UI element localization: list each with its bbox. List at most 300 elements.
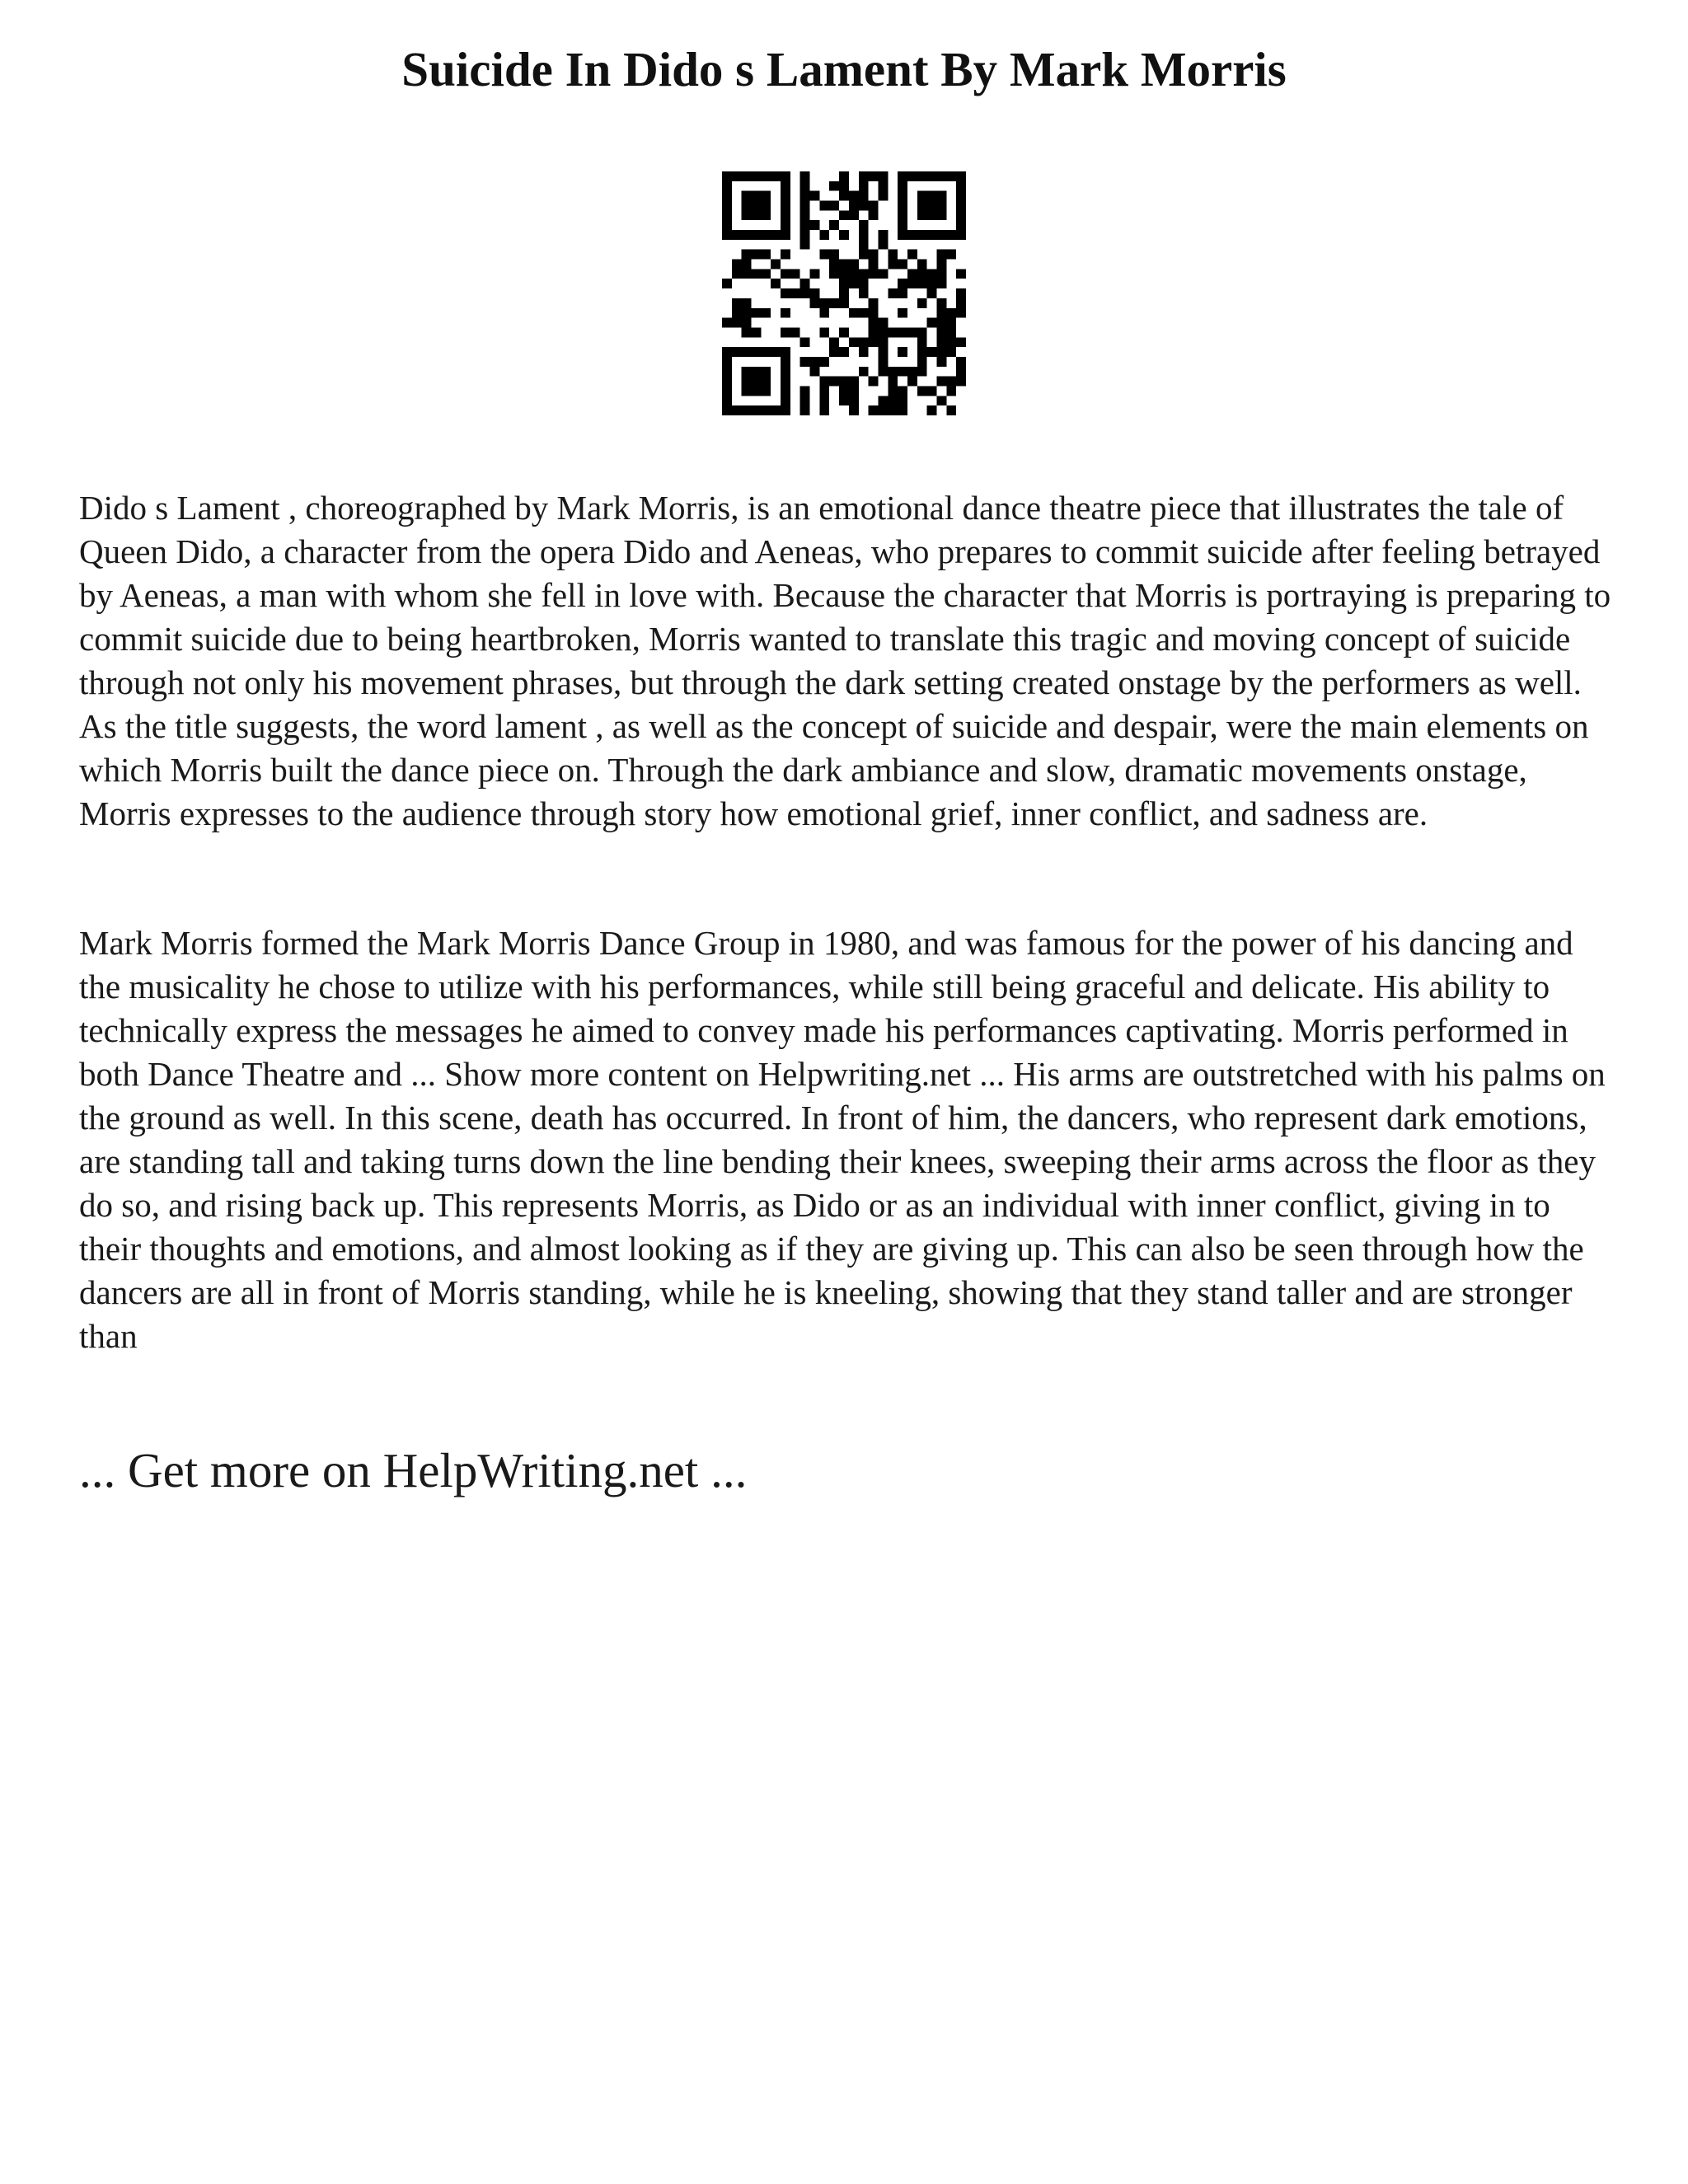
qr-module [859, 279, 869, 288]
qr-module [771, 230, 781, 240]
qr-module [722, 171, 732, 181]
qr-module [888, 250, 898, 260]
qr-module [800, 288, 810, 298]
qr-module [898, 386, 907, 396]
qr-module [732, 260, 742, 269]
qr-module [732, 347, 742, 357]
qr-module [888, 386, 898, 396]
qr-module [752, 201, 762, 211]
qr-module [732, 405, 742, 415]
qr-module [849, 337, 859, 347]
qr-module [742, 201, 752, 211]
qr-module [936, 279, 946, 288]
qr-module [800, 210, 810, 220]
qr-module [742, 210, 752, 220]
qr-module [956, 230, 966, 240]
qr-module [752, 347, 762, 357]
qr-module [849, 377, 859, 387]
qr-module [898, 201, 907, 211]
qr-module [732, 269, 742, 279]
qr-module [888, 260, 898, 269]
qr-module [839, 396, 849, 405]
qr-module [917, 298, 927, 308]
qr-module [936, 191, 946, 201]
qr-module [898, 230, 907, 240]
qr-module [859, 230, 869, 240]
qr-module [752, 405, 762, 415]
qr-module [732, 308, 742, 318]
qr-module [752, 377, 762, 387]
qr-module [781, 377, 790, 387]
qr-module [859, 181, 869, 191]
qr-module [946, 327, 956, 337]
qr-module [878, 347, 888, 357]
qr-module [752, 308, 762, 318]
qr-module [859, 288, 869, 298]
qr-module [819, 357, 829, 367]
qr-module [898, 288, 907, 298]
qr-module [752, 367, 762, 377]
qr-module [869, 318, 879, 328]
qr-module [869, 171, 879, 181]
qr-module [752, 230, 762, 240]
qr-module [829, 377, 839, 387]
qr-module [936, 357, 946, 367]
qr-module [742, 250, 752, 260]
qr-module [859, 240, 869, 250]
get-more-link[interactable]: ... Get more on HelpWriting.net ... [79, 1443, 748, 1497]
qr-module [839, 377, 849, 387]
qr-module [781, 171, 790, 181]
qr-module [927, 201, 937, 211]
qr-module [839, 260, 849, 269]
qr-module [829, 337, 839, 347]
qr-module [936, 327, 946, 337]
qr-module [810, 298, 820, 308]
qr-module [810, 269, 820, 279]
qr-module [907, 377, 917, 387]
qr-module [800, 240, 810, 250]
qr-module [800, 201, 810, 211]
qr-module [732, 318, 742, 328]
qr-module [869, 210, 879, 220]
qr-module [781, 191, 790, 201]
qr-module [781, 405, 790, 415]
qr-module [781, 230, 790, 240]
qr-module [839, 386, 849, 396]
qr-module [946, 171, 956, 181]
qr-module [878, 171, 888, 181]
qr-module [849, 260, 859, 269]
qr-module [722, 357, 732, 367]
qr-module [927, 386, 937, 396]
qr-module [829, 260, 839, 269]
qr-module [849, 396, 859, 405]
qr-module [742, 377, 752, 387]
qr-module [888, 367, 898, 377]
qr-module [917, 386, 927, 396]
qr-module [859, 191, 869, 201]
qr-module [839, 230, 849, 240]
qr-module [742, 405, 752, 415]
qr-module [878, 240, 888, 250]
qr-module [956, 357, 966, 367]
qr-module [878, 367, 888, 377]
qr-module [722, 377, 732, 387]
qr-module [752, 386, 762, 396]
qr-module [927, 347, 937, 357]
qr-module [917, 337, 927, 347]
qr-module [722, 191, 732, 201]
qr-module [869, 377, 879, 387]
qr-module [849, 308, 859, 318]
qr-module [907, 230, 917, 240]
qr-module [907, 367, 917, 377]
qr-module [927, 269, 937, 279]
qr-module [761, 210, 771, 220]
qr-module [819, 396, 829, 405]
qr-module [781, 181, 790, 191]
qr-module [936, 230, 946, 240]
qr-module [839, 327, 849, 337]
qr-module [742, 347, 752, 357]
qr-module [888, 377, 898, 387]
qr-module [927, 171, 937, 181]
body-paragraph-1: Dido s Lament , choreographed by Mark Morris, is an emotional dance theatre piece that illustrates the tale of Queen Dido, a character from the opera Dido and Aeneas, who prepares to commit suicide after feeling betrayed by Aeneas, a man with whom she fell in love with. Because the character that Morris is portraying is preparing to commit suicide due to being heartbroken, Morris wanted to translate this tragic and moving concept of suicide through not only his movement phrases, but through the dark setting created onstage by the performers as well. As the title suggests, the word lament , as well as the concept of suicide and despair, were the main elements on which Morris built the dance piece on. Through the dark ambiance and slow, dramatic movements onstage, Morris expresses to the audience through story how emotional grief, inner conflict, and sadness are. [79, 489, 1611, 832]
qr-module [898, 405, 907, 415]
qr-module [936, 171, 946, 181]
qr-module [819, 377, 829, 387]
qr-module [907, 171, 917, 181]
qr-module [878, 396, 888, 405]
qr-module [761, 308, 771, 318]
qr-module [878, 230, 888, 240]
qr-module [722, 230, 732, 240]
qr-module [819, 201, 829, 211]
qr-module [839, 288, 849, 298]
qr-module [878, 318, 888, 328]
qr-module [761, 191, 771, 201]
qr-module [907, 279, 917, 288]
qr-module [752, 210, 762, 220]
qr-module [888, 288, 898, 298]
qr-module [742, 269, 752, 279]
qr-module [878, 191, 888, 201]
qr-module [898, 191, 907, 201]
qr-module [839, 191, 849, 201]
qr-module [859, 308, 869, 318]
qr-module [917, 279, 927, 288]
qr-module [781, 308, 790, 318]
qr-module [810, 220, 820, 230]
qr-module [946, 337, 956, 347]
qr-module [936, 318, 946, 328]
qr-module [917, 201, 927, 211]
qr-module [907, 269, 917, 279]
qr-module [722, 279, 732, 288]
qr-module [761, 347, 771, 357]
qr-module [742, 260, 752, 269]
qr-module [956, 288, 966, 298]
qr-module [761, 171, 771, 181]
qr-module [878, 181, 888, 191]
qr-module [839, 181, 849, 191]
qr-module [800, 230, 810, 240]
qr-module [781, 288, 790, 298]
qr-module [800, 279, 810, 288]
qr-module [839, 298, 849, 308]
qr-module [927, 191, 937, 201]
qr-module [898, 220, 907, 230]
qr-module [800, 171, 810, 181]
qr-module [936, 308, 946, 318]
qr-module [742, 367, 752, 377]
qr-module [742, 298, 752, 308]
qr-module [898, 181, 907, 191]
qr-module [956, 191, 966, 201]
qr-module [771, 260, 781, 269]
qr-module [742, 191, 752, 201]
qr-module [917, 347, 927, 357]
qr-module [898, 327, 907, 337]
qr-module [936, 269, 946, 279]
qr-module [946, 405, 956, 415]
qr-module [800, 405, 810, 415]
qr-module [761, 367, 771, 377]
qr-module [761, 230, 771, 240]
qr-module [800, 191, 810, 201]
qr-module [722, 181, 732, 191]
qr-module [761, 405, 771, 415]
qr-module [956, 181, 966, 191]
qr-module [849, 269, 859, 279]
qr-module [898, 171, 907, 181]
qr-module [936, 210, 946, 220]
qr-module [936, 337, 946, 347]
qr-module [761, 201, 771, 211]
qr-module [869, 269, 879, 279]
qr-module [781, 210, 790, 220]
qr-module [781, 396, 790, 405]
qr-module [917, 210, 927, 220]
qr-module [752, 327, 762, 337]
qr-module [839, 347, 849, 357]
qr-module [722, 220, 732, 230]
qr-module [898, 210, 907, 220]
qr-module [839, 210, 849, 220]
qr-module [829, 201, 839, 211]
body-paragraph-2: Mark Morris formed the Mark Morris Dance Group in 1980, and was famous for the power of his dancing and the musicality he chose to utilize with his performances, while still being graceful and delicate. His ability to technically express the messages he aimed to convey made his performances captivating. Morris performed in both Dance Theatre and ... Show more content on Helpwriting.net ... His arms are outstretched with his palms on the ground as well. In this scene, death has occurred. In front of him, the dancers, who represent dark emotions, are standing tall and taking turns down the line bending their knees, sweeping their arms across the floor as they do so, and rising back up. This represents Morris, as Dido or as an individual with inner conflict, giving in to their thoughts and emotions, and almost looking as if they are giving up. This can also be seen through how the dancers are all in front of Morris standing, while he is kneeling, showing that they stand taller and are stronger than [79, 924, 1606, 1355]
qr-module [722, 318, 732, 328]
qr-module [839, 269, 849, 279]
qr-module [869, 298, 879, 308]
qr-module [742, 230, 752, 240]
qr-module [869, 201, 879, 211]
qr-module [936, 298, 946, 308]
qr-module [752, 250, 762, 260]
qr-module [878, 269, 888, 279]
qr-module [742, 318, 752, 328]
qr-module [781, 357, 790, 367]
qr-module [742, 386, 752, 396]
qr-module [927, 288, 937, 298]
qr-module [849, 201, 859, 211]
qr-module [869, 308, 879, 318]
qr-module [917, 327, 927, 337]
qr-module [927, 318, 937, 328]
qr-module [752, 191, 762, 201]
qr-module [810, 367, 820, 377]
qr-module [722, 347, 732, 357]
qr-module [781, 201, 790, 211]
qr-module [946, 318, 956, 328]
qr-module [956, 298, 966, 308]
qr-module [956, 171, 966, 181]
qr-module [761, 269, 771, 279]
qr-module [829, 347, 839, 357]
qr-module [752, 171, 762, 181]
qr-module [898, 367, 907, 377]
qr-module [927, 405, 937, 415]
qr-module [839, 171, 849, 181]
qr-module [781, 347, 790, 357]
qr-module [742, 308, 752, 318]
qr-module [819, 386, 829, 396]
qr-module [732, 230, 742, 240]
qr-module [956, 201, 966, 211]
qr-module [917, 191, 927, 201]
qr-module [800, 220, 810, 230]
qr-module [829, 220, 839, 230]
qr-module [781, 386, 790, 396]
qr-module [722, 201, 732, 211]
qr-module [859, 337, 869, 347]
qr-module [888, 327, 898, 337]
qr-module [849, 279, 859, 288]
qr-module [936, 396, 946, 405]
qr-module [722, 367, 732, 377]
qr-module [917, 260, 927, 269]
qr-module [742, 171, 752, 181]
qr-module [869, 260, 879, 269]
qr-module [810, 357, 820, 367]
qr-module [956, 308, 966, 318]
qr-module [829, 269, 839, 279]
qr-module [819, 230, 829, 240]
qr-module [781, 220, 790, 230]
qr-module [810, 288, 820, 298]
qr-module [907, 327, 917, 337]
qr-module [956, 377, 966, 387]
qr-module [946, 377, 956, 387]
qr-module [790, 327, 800, 337]
qr-module [888, 405, 898, 415]
qr-module [936, 250, 946, 260]
qr-module [956, 220, 966, 230]
qr-module [819, 308, 829, 318]
qr-module [800, 396, 810, 405]
qr-module [790, 288, 800, 298]
qr-module [917, 367, 927, 377]
qr-module [781, 269, 790, 279]
qr-module [819, 298, 829, 308]
qr-module [859, 171, 869, 181]
qr-module [917, 269, 927, 279]
qr-module [946, 347, 956, 357]
qr-module [732, 171, 742, 181]
qr-module [819, 250, 829, 260]
qr-code-graphic [722, 171, 966, 415]
qr-module [849, 210, 859, 220]
qr-module [907, 250, 917, 260]
qr-module [898, 279, 907, 288]
qr-module [742, 327, 752, 337]
qr-module [917, 171, 927, 181]
qr-module [859, 367, 869, 377]
qr-module [927, 230, 937, 240]
qr-module [819, 405, 829, 415]
qr-module [859, 269, 869, 279]
qr-module [956, 210, 966, 220]
page-title: Suicide In Dido s Lament By Mark Morris [401, 42, 1287, 96]
qr-module [722, 405, 732, 415]
qr-module [898, 396, 907, 405]
qr-module [917, 357, 927, 367]
qr-module [869, 405, 879, 415]
qr-module [761, 377, 771, 387]
qr-module [849, 386, 859, 396]
qr-module [800, 337, 810, 347]
qr-module [869, 337, 879, 347]
qr-module [946, 250, 956, 260]
qr-module [898, 308, 907, 318]
qr-module [722, 386, 732, 396]
qr-module [849, 405, 859, 415]
qr-module [946, 386, 956, 396]
qr-module [869, 250, 879, 260]
qr-module [771, 405, 781, 415]
qr-module [761, 386, 771, 396]
qr-module [771, 171, 781, 181]
qr-module [752, 269, 762, 279]
qr-module [878, 337, 888, 347]
qr-module [936, 201, 946, 211]
qr-module [859, 201, 869, 211]
qr-module [781, 327, 790, 337]
qr-module [859, 220, 869, 230]
qr-module [800, 357, 810, 367]
qr-module [771, 347, 781, 357]
qr-module [956, 367, 966, 377]
qr-module [849, 191, 859, 201]
qr-module [790, 269, 800, 279]
qr-module [819, 327, 829, 337]
qr-module [839, 279, 849, 288]
qr-module [732, 298, 742, 308]
qr-module [927, 210, 937, 220]
qr-module [898, 347, 907, 357]
qr-module [946, 308, 956, 318]
qr-module [859, 347, 869, 357]
qr-code-image [722, 171, 966, 415]
qr-module [956, 269, 966, 279]
qr-module [771, 279, 781, 288]
qr-module [781, 250, 790, 260]
qr-module [936, 347, 946, 357]
qr-module [936, 377, 946, 387]
qr-module [781, 367, 790, 377]
qr-module [956, 337, 966, 347]
